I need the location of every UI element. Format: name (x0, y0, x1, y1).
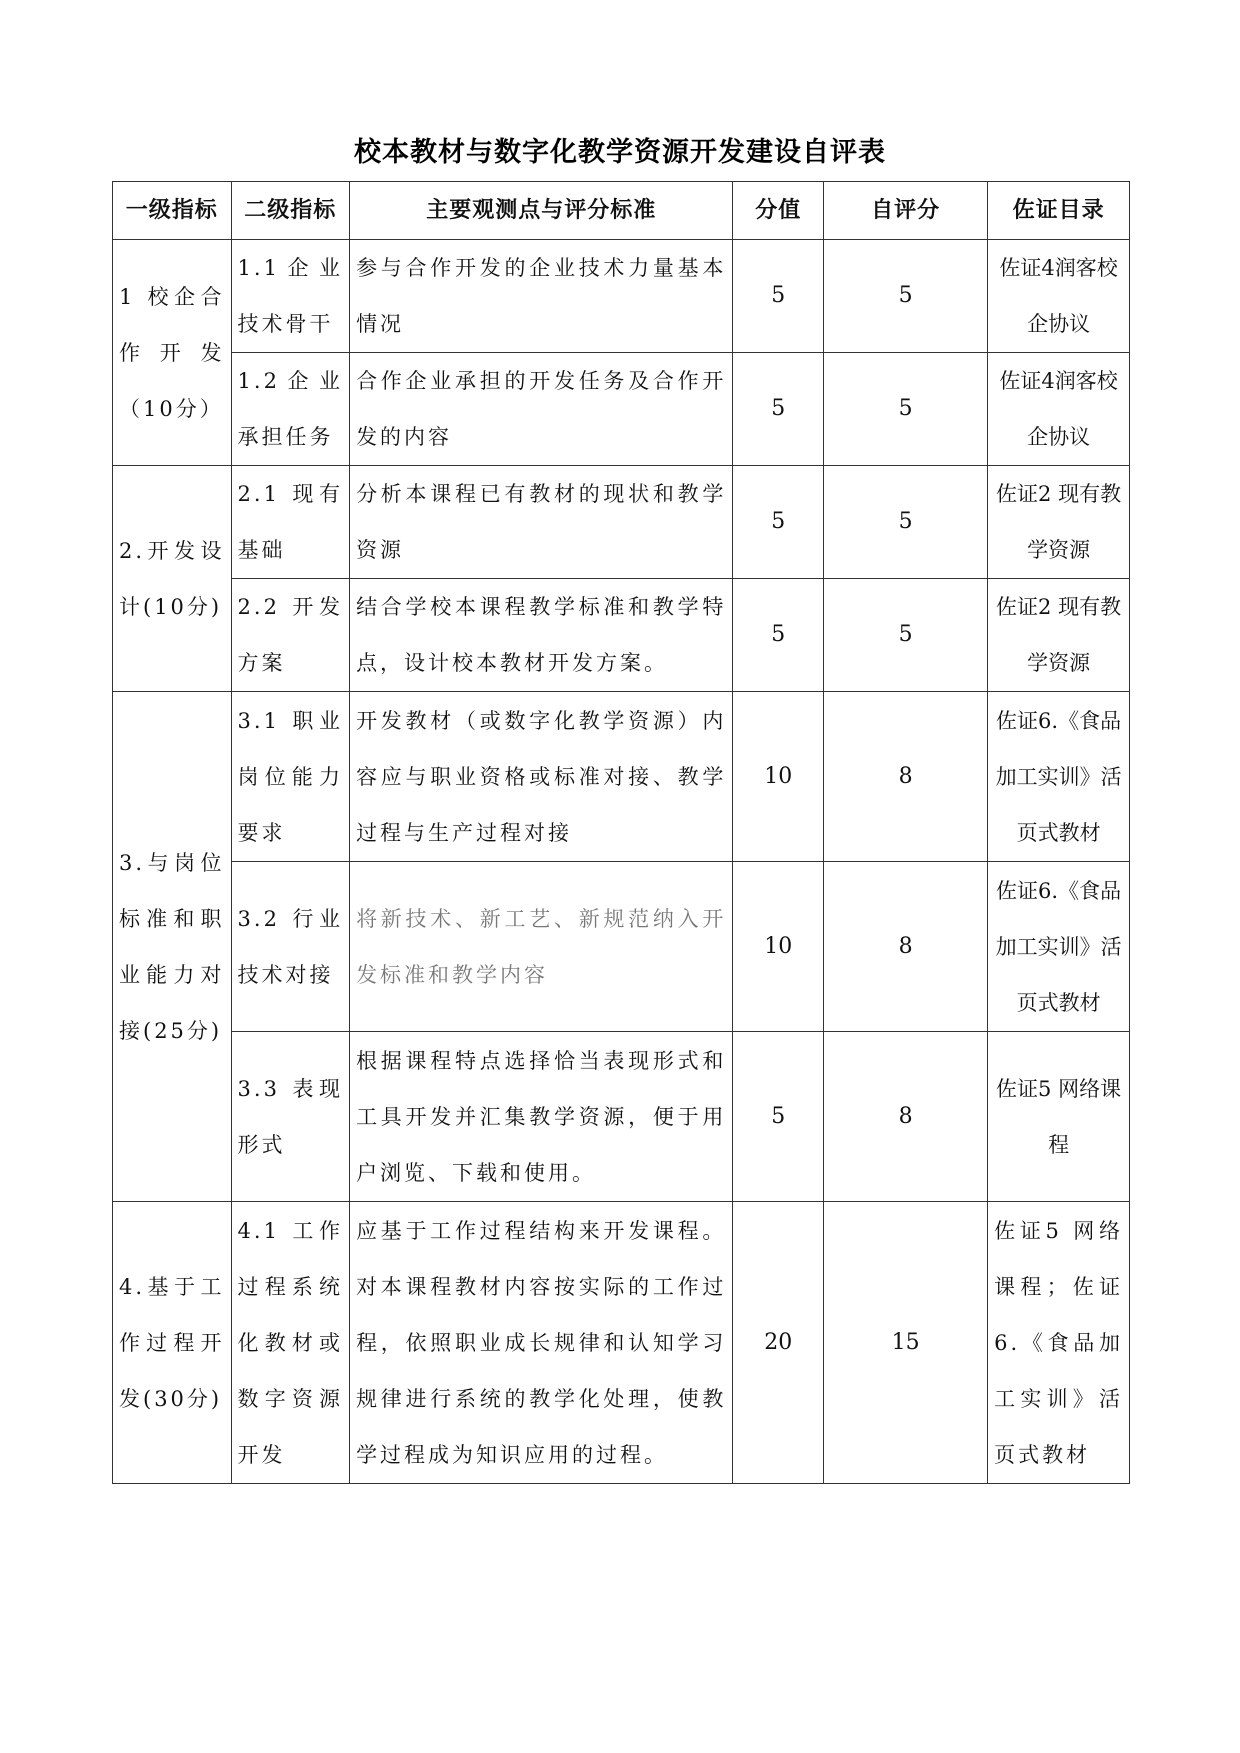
level1-cell: 2.开发设计(10分) (113, 466, 232, 692)
score-cell: 10 (733, 862, 824, 1032)
criteria-cell: 合作企业承担的开发任务及合作开发的内容 (350, 353, 733, 466)
self-score-cell: 8 (824, 692, 988, 862)
evidence-cell: 佐证4润客校企协议 (988, 240, 1130, 353)
level2-cell: 2.2 开发方案 (231, 579, 350, 692)
level2-cell: 1.2企业承担任务 (231, 353, 350, 466)
criteria-cell: 参与合作开发的企业技术力量基本情况 (350, 240, 733, 353)
criteria-cell: 分析本课程已有教材的现状和教学资源 (350, 466, 733, 579)
criteria-cell: 开发教材（或数字化教学资源）内容应与职业资格或标准对接、教学过程与生产过程对接 (350, 692, 733, 862)
level1-cell: 4.基于工作过程开发(30分) (113, 1202, 232, 1484)
self-score-cell: 8 (824, 862, 988, 1032)
evidence-cell: 佐证6.《食品加工实训》活页式教材 (988, 692, 1130, 862)
level2-cell: 1.1企业技术骨干 (231, 240, 350, 353)
table-row (113, 466, 1130, 579)
page-title: 校本教材与数字化教学资源开发建设自评表 (354, 137, 886, 168)
criteria-cell: 将新技术、新工艺、新规范纳入开发标准和教学内容 (350, 862, 733, 1032)
self-score-cell: 15 (824, 1202, 988, 1484)
table-row (113, 1032, 1130, 1202)
score-cell: 5 (733, 240, 824, 353)
level2-cell: 2.1 现有基础 (231, 466, 350, 579)
table-row (113, 862, 1130, 1032)
criteria-cell: 根据课程特点选择恰当表现形式和工具开发并汇集教学资源，便于用户浏览、下载和使用。 (350, 1032, 733, 1202)
score-cell: 5 (733, 579, 824, 692)
header-self-score: 自评分 (824, 182, 988, 240)
evidence-cell: 佐证5 网络课程；佐证6.《食品加工实训》活页式教材 (988, 1202, 1130, 1484)
criteria-cell: 结合学校本课程教学标准和教学特点，设计校本教材开发方案。 (350, 579, 733, 692)
table-row (113, 692, 1130, 862)
table-row (113, 353, 1130, 466)
table-row (113, 579, 1130, 692)
header-evidence: 佐证目录 (988, 182, 1130, 240)
header-criteria: 主要观测点与评分标准 (350, 182, 733, 240)
level1-cell: 3.与岗位标准和职业能力对接(25分) (113, 692, 232, 1202)
header-level1: 一级指标 (113, 182, 232, 240)
score-cell: 10 (733, 692, 824, 862)
header-score: 分值 (733, 182, 824, 240)
score-cell: 5 (733, 466, 824, 579)
level2-cell: 4.1 工作过程系统化教材或数字资源开发 (231, 1202, 350, 1484)
table-header-row (113, 182, 1130, 240)
self-score-cell: 5 (824, 240, 988, 353)
level2-cell: 3.2 行业技术对接 (231, 862, 350, 1032)
table-row (113, 240, 1130, 353)
self-score-cell: 5 (824, 466, 988, 579)
score-cell: 20 (733, 1202, 824, 1484)
header-level2: 二级指标 (231, 182, 350, 240)
level2-cell: 3.3 表现形式 (231, 1032, 350, 1202)
self-evaluation-table (112, 181, 1130, 1484)
evidence-cell: 佐证2 现有教学资源 (988, 466, 1130, 579)
table-row (113, 1202, 1130, 1484)
level1-cell: 1 校企合作开发（10分） (113, 240, 232, 466)
self-score-cell: 5 (824, 579, 988, 692)
evidence-cell: 佐证2 现有教学资源 (988, 579, 1130, 692)
evidence-cell: 佐证5 网络课程 (988, 1032, 1130, 1202)
evidence-cell: 佐证4润客校企协议 (988, 353, 1130, 466)
level2-cell: 3.1 职业岗位能力要求 (231, 692, 350, 862)
evidence-cell: 佐证6.《食品加工实训》活页式教材 (988, 862, 1130, 1032)
self-score-cell: 8 (824, 1032, 988, 1202)
score-cell: 5 (733, 353, 824, 466)
score-cell: 5 (733, 1032, 824, 1202)
self-score-cell: 5 (824, 353, 988, 466)
criteria-cell: 应基于工作过程结构来开发课程。对本课程教材内容按实际的工作过程，依照职业成长规律和认知学习规律进行系统的教学化处理，使教学过程成为知识应用的过程。 (350, 1202, 733, 1484)
